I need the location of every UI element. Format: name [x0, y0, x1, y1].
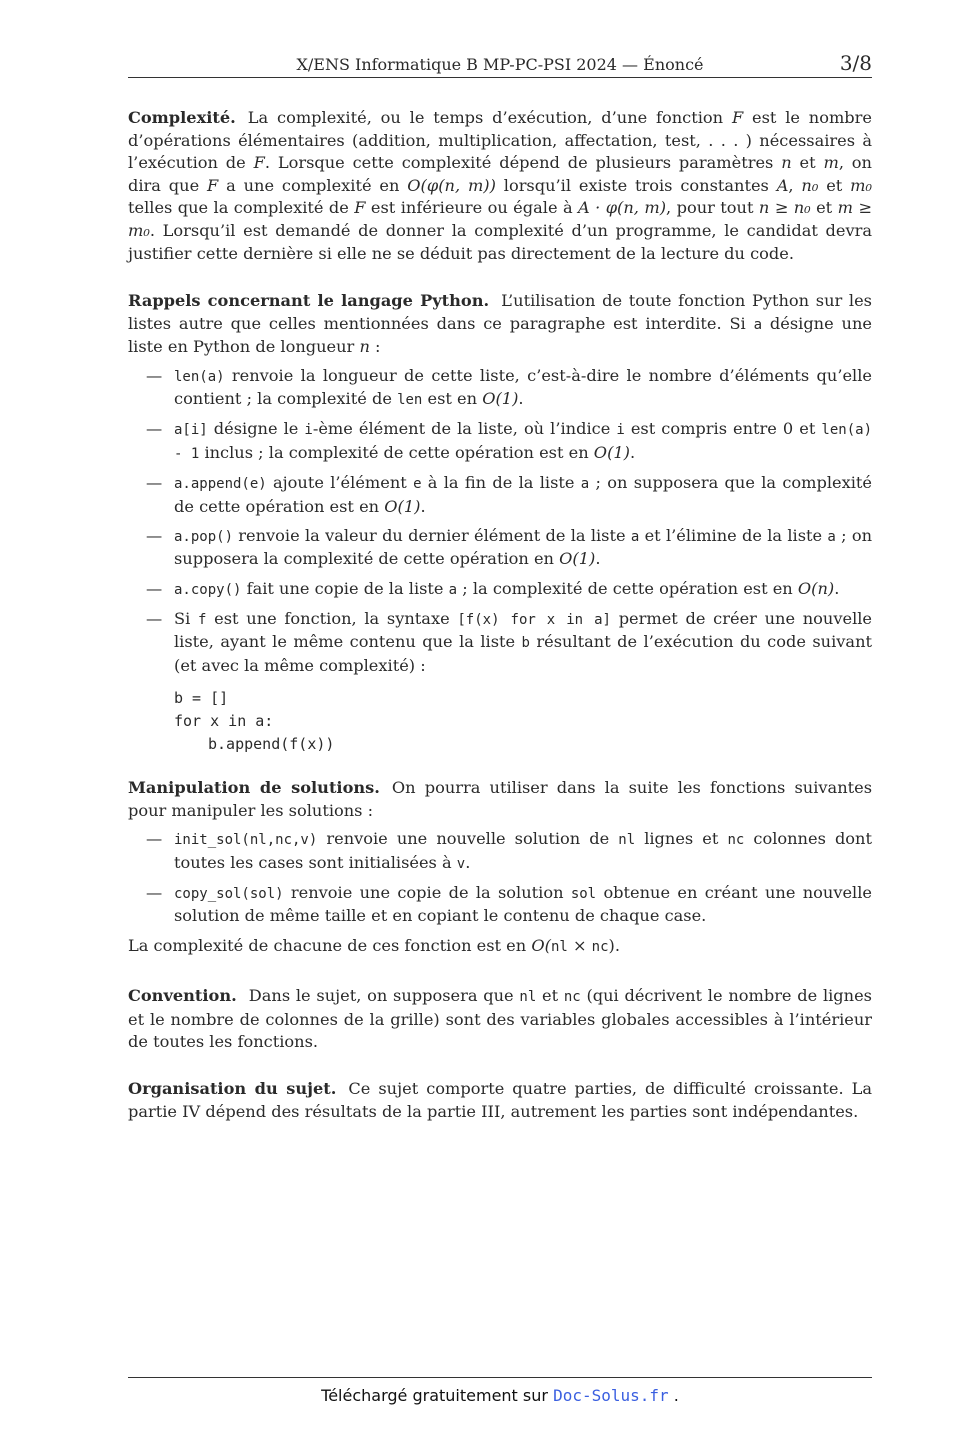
complexite-paragraph: Complexité. La complexité, ou le temps d’exécution, d’une fonction F est le nombre d’opérations élémentaires (addition, multiplication, affectation, test, . . . ) nécessaires à l’exécution de F. Lorsque cette complexité dépend de plusieurs paramètres n et m, on dira que F a une complexité en O(φ(n, m)) lorsqu’il existe trois constantes A, n₀ et m₀ telles que la complexité de F est inférieure ou égale à A · φ(n, m), pour tout n ≥ n₀ et m ≥ m₀. Lorsqu’il est demandé de donner la complexité d’un programme, le candidat devra justifier cette dernière si elle ne se déduit pas directement de la lecture du code.	[128, 108, 872, 263]
manip-title: Manipulation de solutions.	[128, 778, 380, 797]
list-item: — init_sol(nl,nc,v) renvoie une nouvelle solution de nl lignes et nc colonnes dont toutes les cases sont initialisées à v.	[128, 828, 872, 875]
code-line: for x in a:	[174, 712, 274, 730]
section-convention	[128, 985, 872, 1054]
list-item: — a[i] désigne le i-ème élément de la liste, où l’indice i est compris entre 0 et len(a) - 1 inclus ; la complexité de cette opération est en O(1).	[128, 418, 872, 465]
page-header	[128, 51, 872, 78]
code-line: b = []	[174, 689, 229, 708]
section-manipulation	[128, 777, 872, 958]
list-item: — Si f est une fonction, la syntaxe [f(x) for x in a] permet de créer une nouvelle liste, ayant le même contenu que la liste b résultant de l’exécution du code suivant (et avec la même complexité) : b = [] for x in a: b.append(f(x))	[128, 608, 872, 756]
section-rappels	[128, 290, 872, 762]
complexite-title: Complexité.	[128, 108, 236, 127]
rappels-list	[128, 365, 872, 755]
rappels-intro: Rappels concernant le langage Python. L’utilisation de toute fonction Python sur les listes autre que celles mentionnées dans ce paragraphe est interdite. Si a désigne une liste en Python de longueur n :	[128, 291, 872, 357]
list-item: — copy_sol(sol) renvoie une copie de la solution sol obtenue en créant une nouvelle solution de même taille et en copiant le contenu de chaque case.	[128, 882, 872, 928]
list-item: — len(a) renvoie la longueur de cette liste, c’est-à-dire le nombre d’éléments qu’elle contient ; la complexité de len est en O(1).	[128, 365, 872, 412]
organisation-title: Organisation du sujet.	[128, 1079, 337, 1098]
convention-title: Convention.	[128, 986, 237, 1005]
list-item: — a.pop() renvoie la valeur du dernier élément de la liste a et l’élimine de la liste a ; on supposera la complexité de cette opération en O(1).	[128, 525, 872, 571]
manip-outro: La complexité de chacune de ces fonction est en O(nl × nc).	[128, 935, 620, 955]
list-item: — a.copy() fait une copie de la liste a ; la complexité de cette opération est en O(n).	[128, 578, 872, 602]
manip-list	[128, 828, 872, 928]
doc-solus-link[interactable]: Doc-Solus.fr	[553, 1386, 669, 1405]
section-organisation	[128, 1078, 872, 1123]
page-footer: Téléchargé gratuitement sur Doc-Solus.fr .	[128, 1377, 872, 1405]
organisation-paragraph: Organisation du sujet. Ce sujet comporte quatre parties, de difficulté croissante. La partie IV dépend des résultats de la partie III, autrement les parties sont indépendantes.	[128, 1079, 872, 1121]
list-item: — a.append(e) ajoute l’élément e à la fin de la liste a ; on supposera que la complexité de cette opération est en O(1).	[128, 472, 872, 518]
code-block	[174, 687, 872, 755]
code-line: b.append(f(x))	[208, 734, 335, 753]
page-number: 3/8	[839, 51, 872, 75]
section-complexite	[128, 107, 872, 265]
convention-paragraph: Convention. Dans le sujet, on supposera que nl et nc (qui décrivent le nombre de lignes et le nombre de colonnes de la grille) sont des variables globales accessibles à l’intérieur de toutes les fonctions.	[128, 986, 872, 1052]
manip-intro: Manipulation de solutions. On pourra utiliser dans la suite les fonctions suivantes pour manipuler les solutions :	[128, 778, 873, 820]
header-title: X/ENS Informatique B MP-PC-PSI 2024 — Énoncé	[296, 55, 704, 74]
rappels-title: Rappels concernant le langage Python.	[128, 291, 490, 310]
